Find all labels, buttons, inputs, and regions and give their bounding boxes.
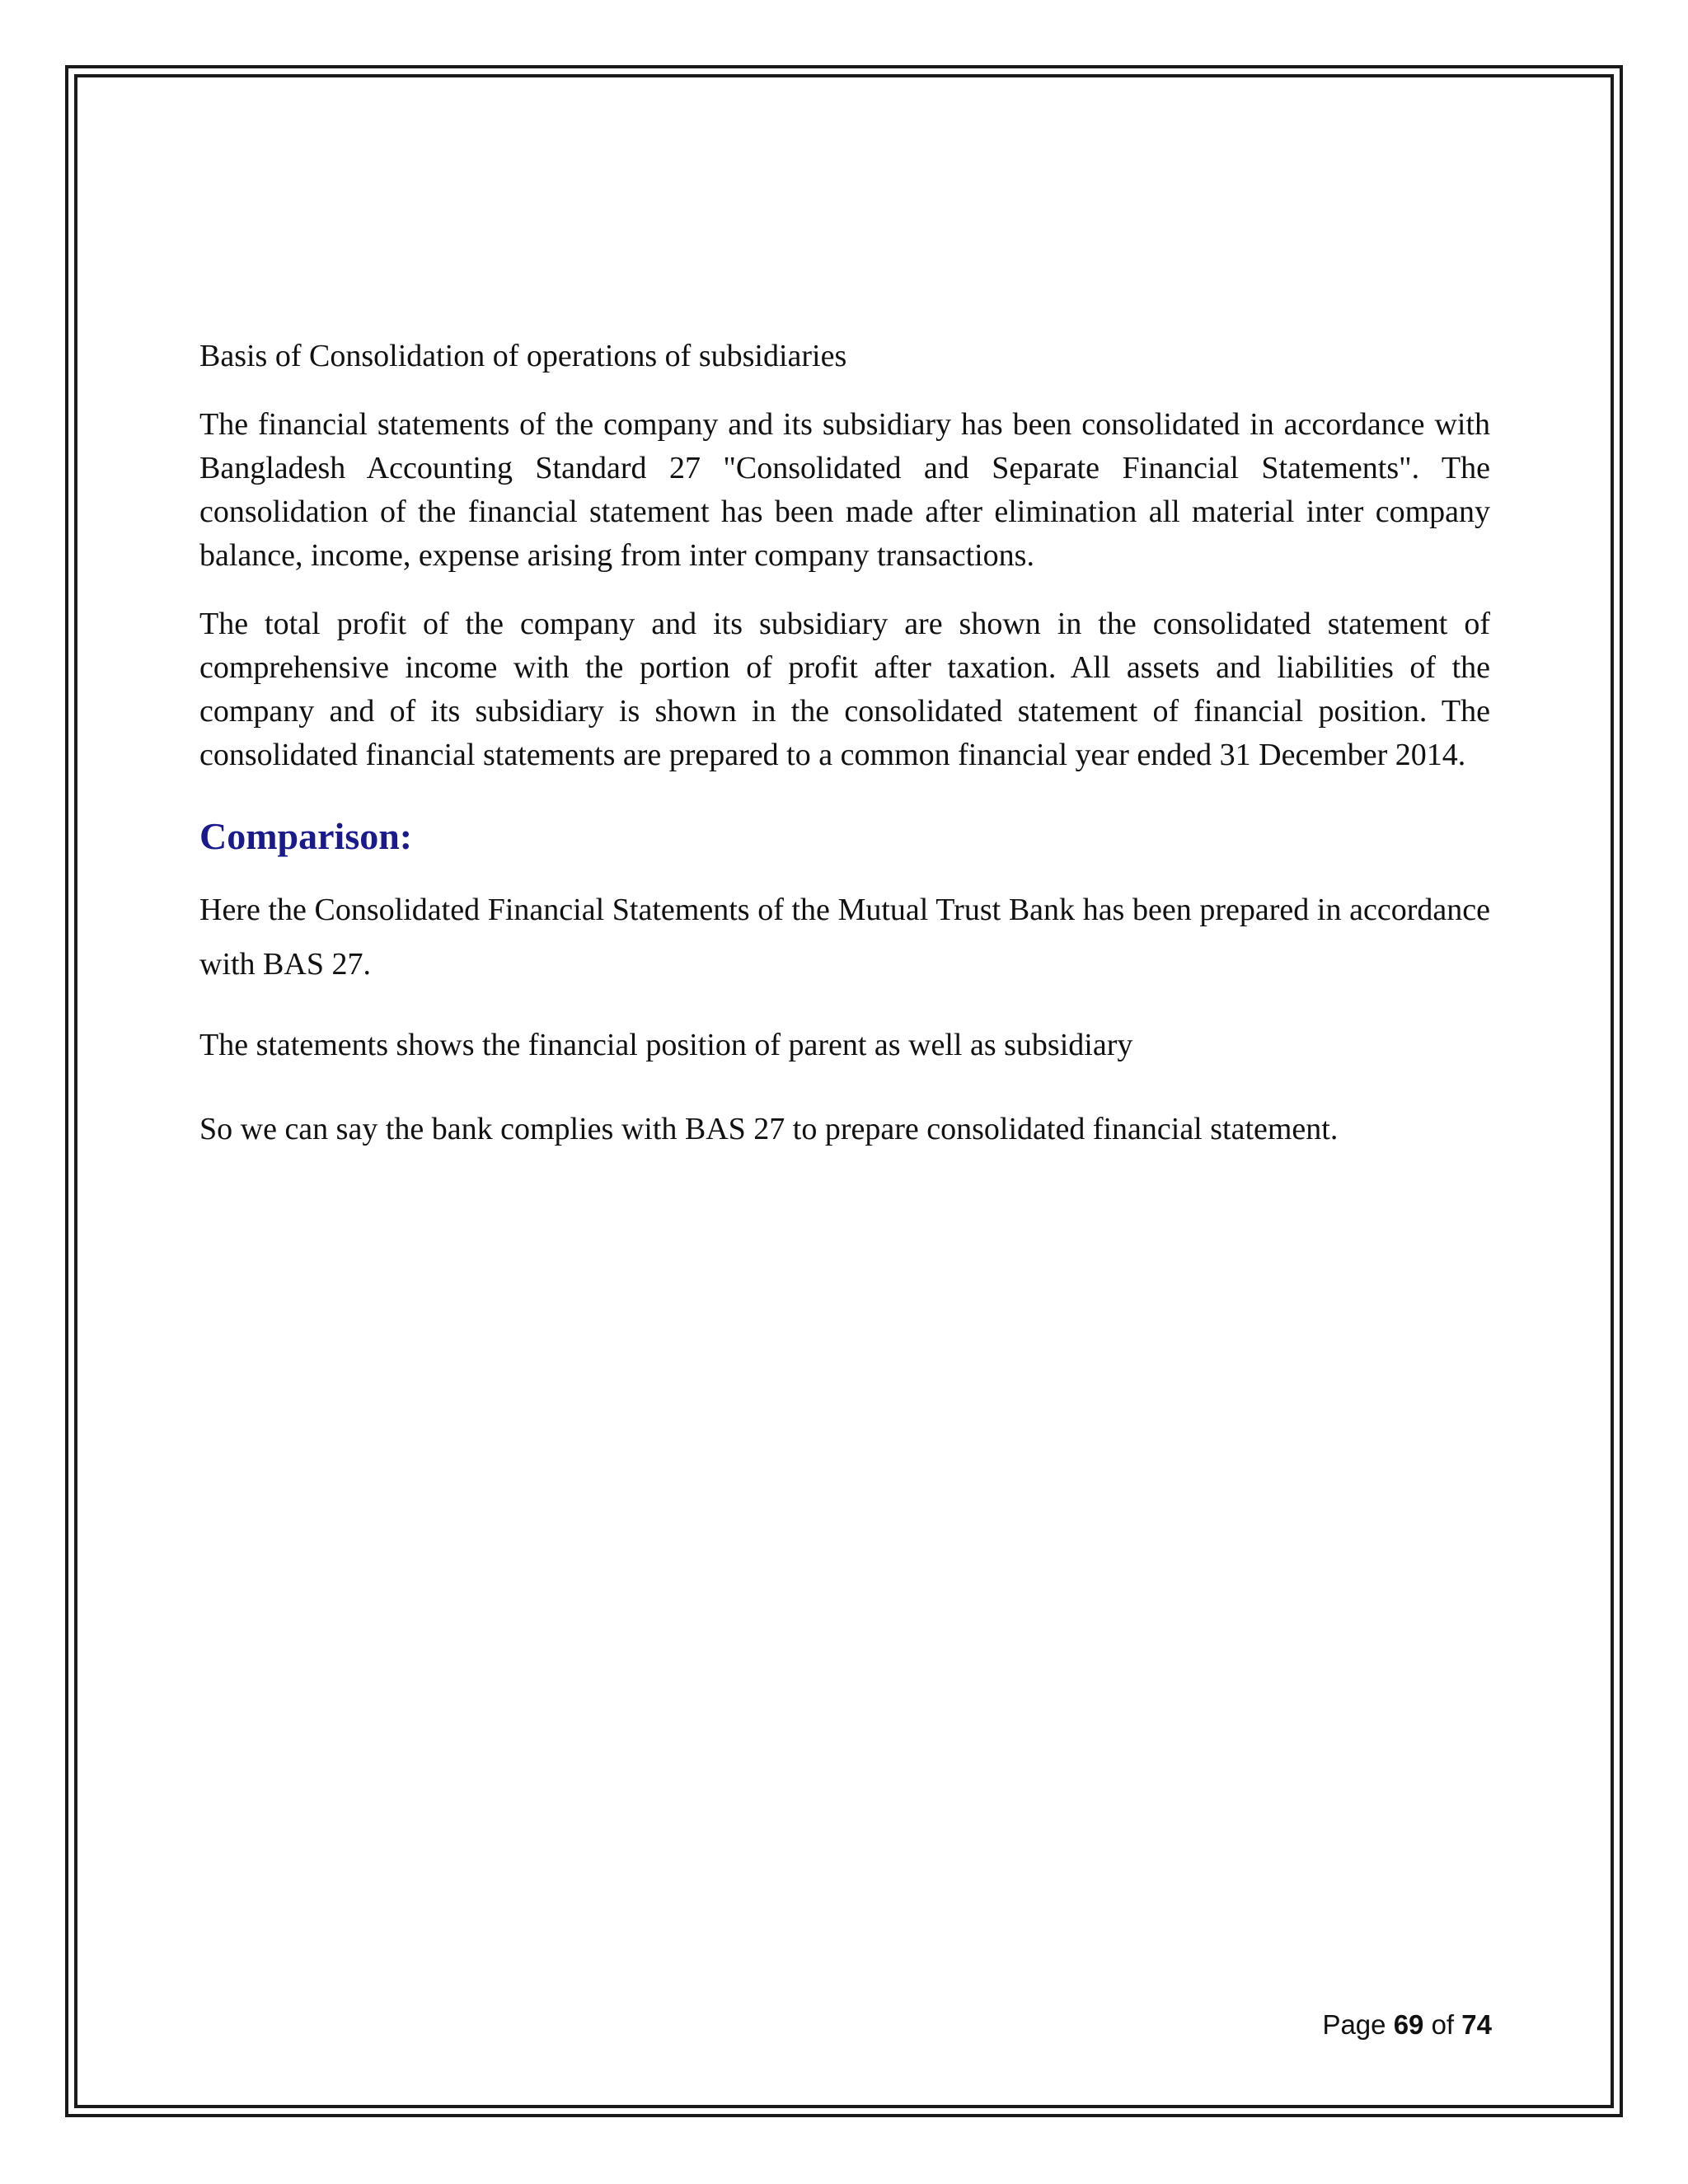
comparison-heading: Comparison: (199, 815, 413, 857)
page-total: 74 (1461, 2009, 1492, 2040)
consolidation-paragraph-2: The total profit of the company and its subsidiary are shown in the consolidated statement of comprehensive income with the portion of profit after taxation. All assets and liabilities of the company and of its subsidiary is shown in the consolidated statement of financial position. The consolidated financial statements are prepared to a common financial year ended 31 December 2014. (199, 607, 1490, 772)
page-content (199, 334, 1490, 1191)
comparison-line-2: So we can say the bank complies with BAS 27 to prepare consolidated financial statement. (199, 1112, 1339, 1146)
page-of: of (1431, 2009, 1455, 2040)
comparison-line-1: The statements shows the financial position of parent as well as subsidiary (199, 1028, 1133, 1062)
consolidation-paragraph-1: The financial statements of the company and its subsidiary has been consolidated in accordance with Bangladesh Accounting Standard 27 "Consolidated and Separate Financial Statements". The consolidation of the financial statement has been made after elimination all material inter company balance, income, expense arising from inter company transactions. (199, 407, 1490, 573)
page-prefix: Page (1322, 2009, 1386, 2040)
page-number: 69 (1393, 2009, 1424, 2040)
consolidation-subheading: Basis of Consolidation of operations of subsidiaries (199, 339, 847, 373)
comparison-paragraph: Here the Consolidated Financial Statements of the Mutual Trust Bank has been prepared in accordance with BAS 27. (199, 893, 1490, 982)
page-number-footer (1322, 2009, 1492, 2041)
